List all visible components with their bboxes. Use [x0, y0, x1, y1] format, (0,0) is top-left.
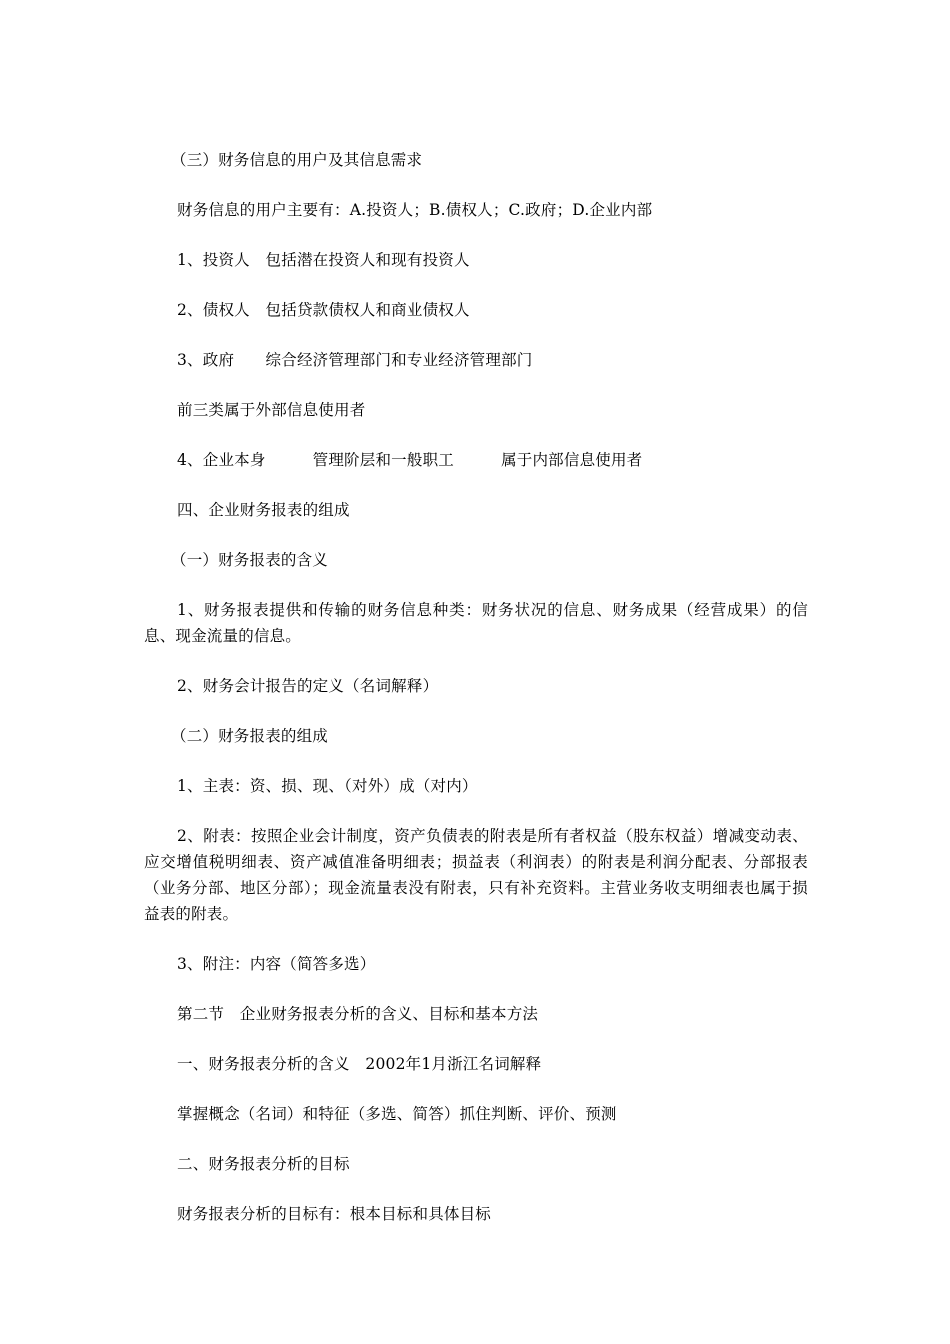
list-item-creditors: 2、债权人 包括贷款债权人和商业债权人 [177, 301, 470, 319]
section-heading-analysis-meaning: 一、财务报表分析的含义 2002年1月浙江名词解释 [177, 1055, 542, 1073]
subsection-heading-statement-meaning: （一）财务报表的含义 [171, 551, 329, 569]
list-item-main-statements: 1、主表：资、损、现、（对外）成（对内） [177, 777, 478, 795]
paragraph-external-users: 前三类属于外部信息使用者 [177, 401, 366, 419]
section-heading-info-users: （三）财务信息的用户及其信息需求 [171, 151, 423, 169]
paragraph-info-types: 1、财务报表提供和传输的财务信息种类：财务状况的信息、财务成果（经营成果）的信息、现金流量的信息。 [144, 601, 808, 645]
list-item-investors: 1、投资人 包括潜在投资人和现有投资人 [177, 251, 470, 269]
chapter-heading-section-two: 第二节 企业财务报表分析的含义、目标和基本方法 [177, 1005, 539, 1023]
list-item-notes: 3、附注：内容（简答多选） [177, 955, 376, 973]
paragraph-info-users-list: 财务信息的用户主要有：A.投资人；B.债权人；C.政府；D.企业内部 [177, 201, 653, 219]
list-item-supplementary-statements: 2、附表：按照企业会计制度，资产负债表的附表是所有者权益（股东权益）增减变动表、应交增值税明细表、资产减值准备明细表；损益表（利润表）的附表是利润分配表、分部报表（业务分部、地区分部）；现金流量表没有附表，只有补充资料。主营业务收支明细表也属于损益表的附表。 [144, 827, 808, 923]
document-body [144, 147, 808, 1251]
section-heading-analysis-goals: 二、财务报表分析的目标 [177, 1155, 350, 1173]
paragraph-analysis-goals: 财务报表分析的目标有：根本目标和具体目标 [177, 1205, 492, 1223]
list-item-enterprise-itself: 4、企业本身 管理阶层和一般职工 属于内部信息使用者 [177, 451, 643, 469]
paragraph-report-definition: 2、财务会计报告的定义（名词解释） [177, 677, 439, 695]
subsection-heading-statement-components: （二）财务报表的组成 [171, 727, 329, 745]
list-item-government: 3、政府 综合经济管理部门和专业经济管理部门 [177, 351, 533, 369]
paragraph-concept-features: 掌握概念（名词）和特征（多选、简答）抓住判断、评价、预测 [177, 1105, 617, 1123]
section-heading-statement-composition: 四、企业财务报表的组成 [177, 501, 350, 519]
